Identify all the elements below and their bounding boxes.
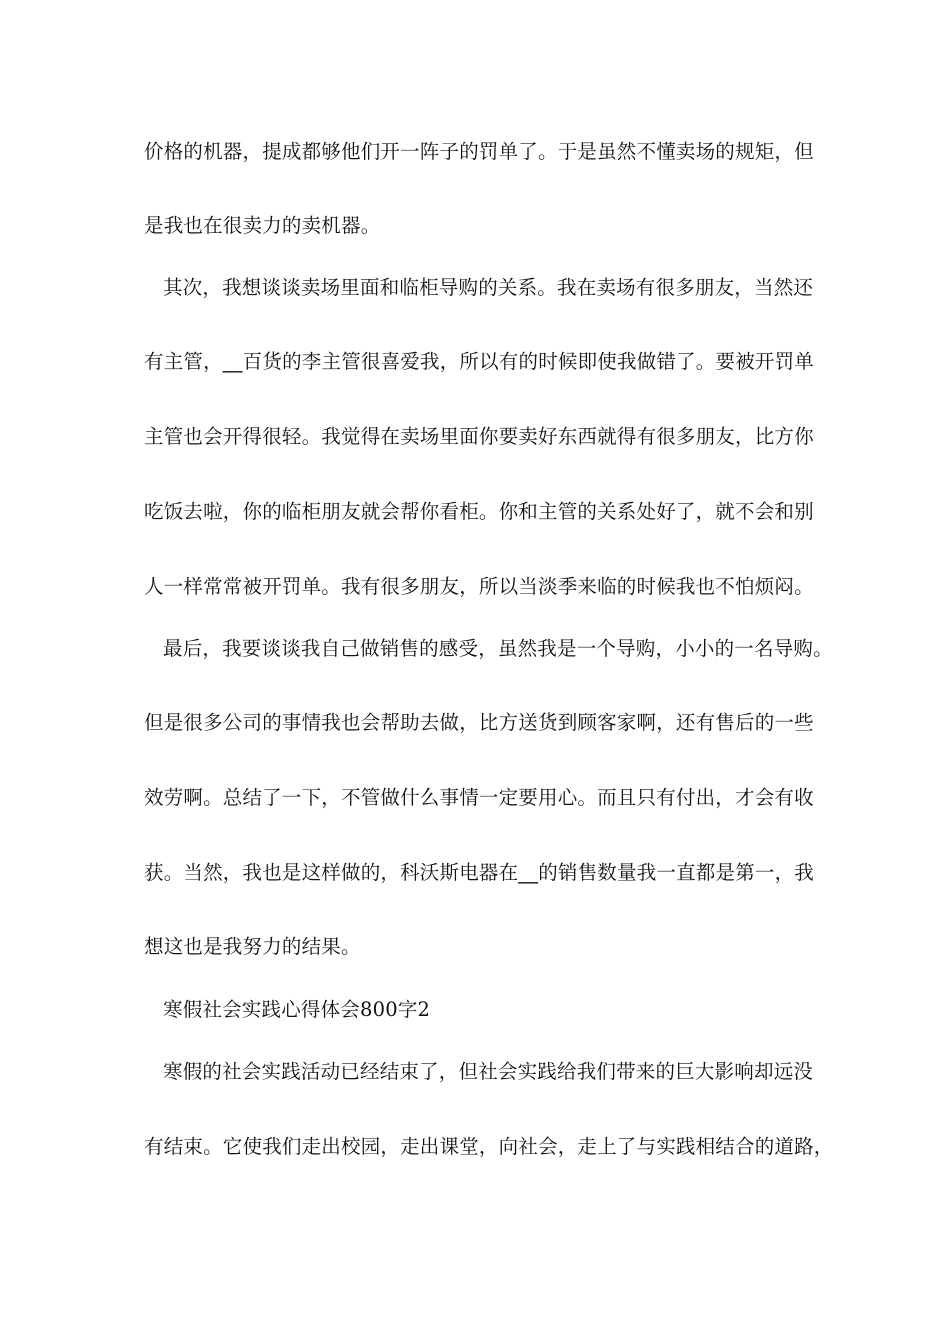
section-heading: 寒假社会实践心得体会800字2 bbox=[163, 998, 431, 1021]
text-line: 想这也是我努力的结果。 bbox=[144, 935, 361, 958]
text-line: 有结束。它使我们走出校园，走出课堂，向社会，走上了与实践相结合的道路， bbox=[144, 1135, 834, 1158]
text-line: 是我也在很卖力的卖机器。 bbox=[144, 214, 381, 237]
text-line: 主管也会开得很轻。我觉得在卖场里面你要卖好东西就得有很多朋友，比方你 bbox=[144, 425, 814, 448]
text-line: 效劳啊。总结了一下，不管做什么事情一定要用心。而且只有付出，才会有收 bbox=[144, 786, 814, 809]
text-line: 吃饭去啦，你的临柜朋友就会帮你看柜。你和主管的关系处好了，就不会和别 bbox=[144, 500, 814, 523]
paragraph-start: 寒假的社会实践活动已经结束了，但社会实践给我们带来的巨大影响却远没 bbox=[163, 1060, 814, 1083]
text-line: 有主管，__百货的李主管很喜爱我，所以有的时候即使我做错了。要被开罚单 bbox=[144, 350, 815, 373]
text-line: 人一样常常被开罚单。我有很多朋友，所以当淡季来临的时候我也不怕烦闷。 bbox=[144, 575, 814, 598]
paragraph-start: 最后，我要谈谈我自己做销售的感受，虽然我是一个导购，小小的一名导购。 bbox=[163, 637, 833, 660]
text-line: 但是很多公司的事情我也会帮助去做，比方送货到顾客家啊，还有售后的一些 bbox=[144, 711, 814, 734]
paragraph-start: 其次，我想谈谈卖场里面和临柜导购的关系。我在卖场有很多朋友，当然还 bbox=[163, 276, 814, 299]
text-line: 获。当然，我也是这样做的，科沃斯电器在__的销售数量我一直都是第一，我 bbox=[144, 861, 815, 884]
text-line: 价格的机器，提成都够他们开一阵子的罚单了。于是虽然不懂卖场的规矩，但 bbox=[144, 140, 814, 163]
